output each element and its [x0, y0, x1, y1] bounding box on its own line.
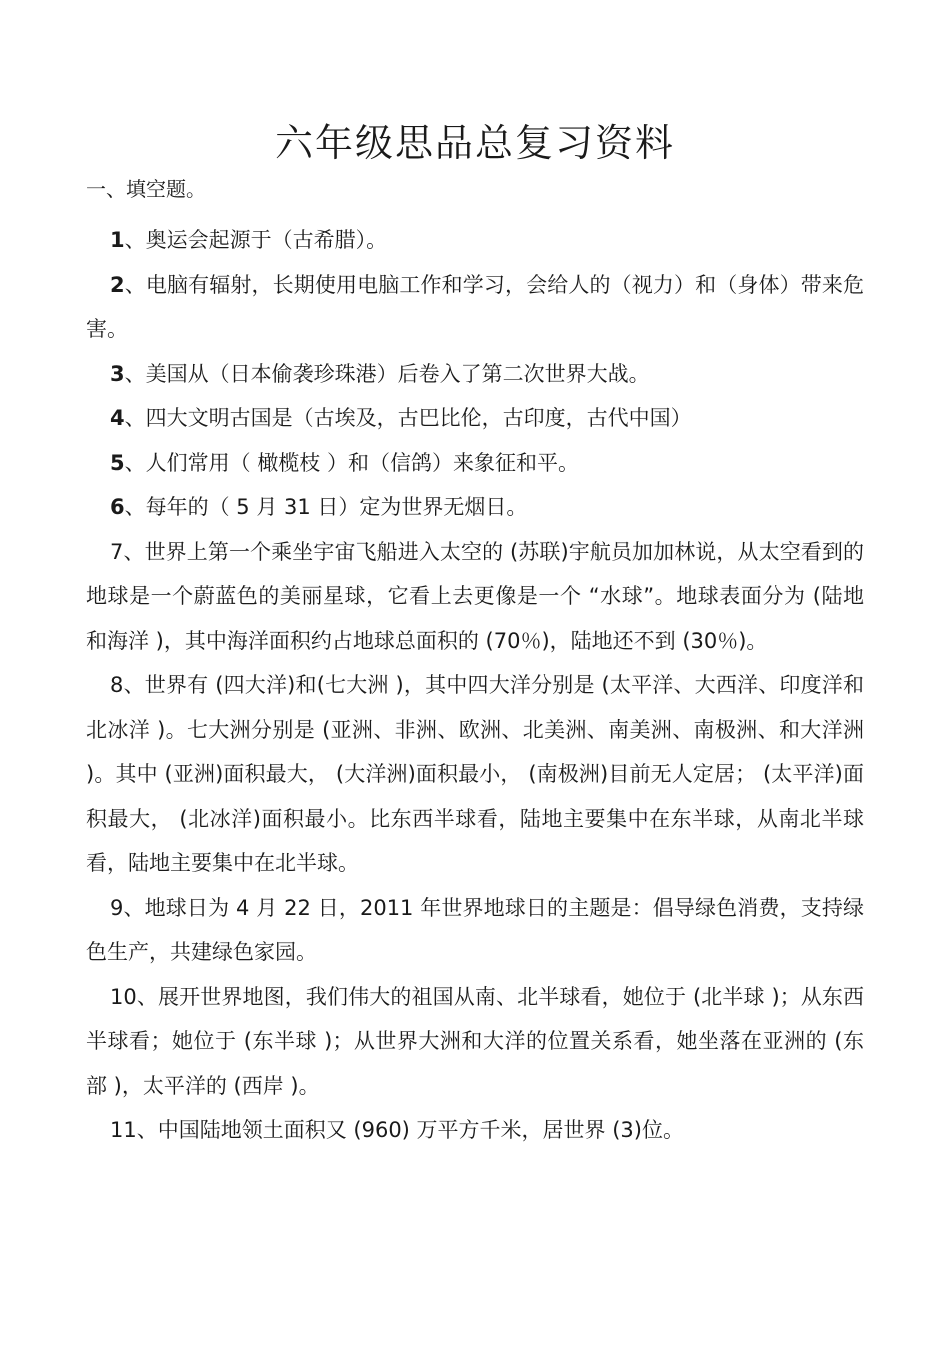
question-list [86, 218, 864, 1153]
item-separator: 、 [124, 450, 146, 475]
item-number: 8 [110, 673, 124, 697]
item-separator: 、 [124, 361, 146, 386]
item-separator: 、 [136, 984, 158, 1009]
item-text: 四大文明古国是（古埃及，古巴比伦，古印度，古代中国） [145, 406, 692, 430]
item-number: 11 [110, 1118, 137, 1142]
item-number: 9 [110, 895, 124, 920]
item-text: 电脑有辐射，长期使用电脑工作和学习，会给人的（视力）和（身体）带来危害。 [86, 272, 864, 341]
item-number: 10 [110, 984, 137, 1009]
list-item [86, 663, 864, 886]
section-heading: 一、填空题。 [86, 177, 206, 201]
item-number: 3 [110, 361, 125, 386]
item-separator: 、 [123, 539, 145, 564]
item-text: 奥运会起源于（古希腊）。 [145, 228, 388, 252]
item-separator: 、 [124, 228, 146, 252]
item-separator: 、 [123, 895, 145, 920]
item-number: 5 [110, 450, 125, 475]
item-number: 2 [110, 272, 125, 297]
item-separator: 、 [124, 272, 146, 297]
item-text: 世界上第一个乘坐宇宙飞船进入太空的 (苏联)宇航员加加林说，从太空看到的地球是一个蔚蓝色的美丽星球，它看上去更像是一个 “水球”。地球表面分为 (陆地和海洋 )，其中海洋面积约占地球总面积的 (70％)，陆地还不到 (30％)。 [86, 539, 865, 653]
item-separator: 、 [124, 406, 146, 430]
list-item [86, 441, 864, 486]
item-text: 人们常用（ 橄榄枝 ）和（信鸽）来象征和平。 [145, 450, 579, 475]
item-separator: 、 [123, 673, 145, 697]
item-number: 6 [110, 495, 125, 519]
item-text: 每年的（ 5 月 31 日）定为世界无烟日。 [145, 495, 528, 519]
list-item [86, 530, 864, 664]
item-number: 1 [110, 228, 125, 252]
item-number: 7 [110, 539, 124, 564]
item-text: 地球日为 4 月 22 日，2011 年世界地球日的主题是：倡导绿色消费，支持绿色生产，共建绿色家园。 [86, 895, 864, 964]
list-item [86, 485, 864, 530]
document-title: 六年级思品总复习资料 [274, 121, 675, 165]
list-item [86, 396, 864, 441]
list-item [86, 218, 864, 263]
list-item [86, 352, 864, 397]
list-item [86, 886, 864, 975]
item-text: 中国陆地领土面积又 (960) 万平方千米，居世界 (3)位。 [157, 1118, 684, 1142]
item-text: 展开世界地图，我们伟大的祖国从南、北半球看，她位于 (北半球 )；从东西半球看；她位于 (东半球 )；从世界大洲和大洋的位置关系看，她坐落在亚洲的 (东部 )，太平洋的 (西岸 )。 [86, 984, 865, 1098]
item-number: 4 [110, 406, 125, 430]
item-separator: 、 [136, 1118, 158, 1142]
list-item [86, 975, 864, 1109]
list-item [86, 1108, 864, 1153]
item-separator: 、 [124, 495, 146, 519]
item-text: 世界有 (四大洋)和(七大洲 )，其中四大洋分别是 (太平洋、大西洋、印度洋和北冰洋 )。七大洲分别是 (亚洲、非洲、欧洲、北美洲、南美洲、南极洲、和大洋洲 )。其中 (亚洲)面积最大， (大洋洲)面积最小， (南极洲)目前无人定居； (太平洋)面积最大， (北冰洋)面积最小。比东西半球看，陆地主要集中在东半球，从南北半球看，陆地主要集中在北半球。 [86, 673, 864, 875]
item-text: 美国从（日本偷袭珍珠港）后卷入了第二次世界大战。 [145, 361, 650, 386]
list-item [86, 263, 864, 352]
